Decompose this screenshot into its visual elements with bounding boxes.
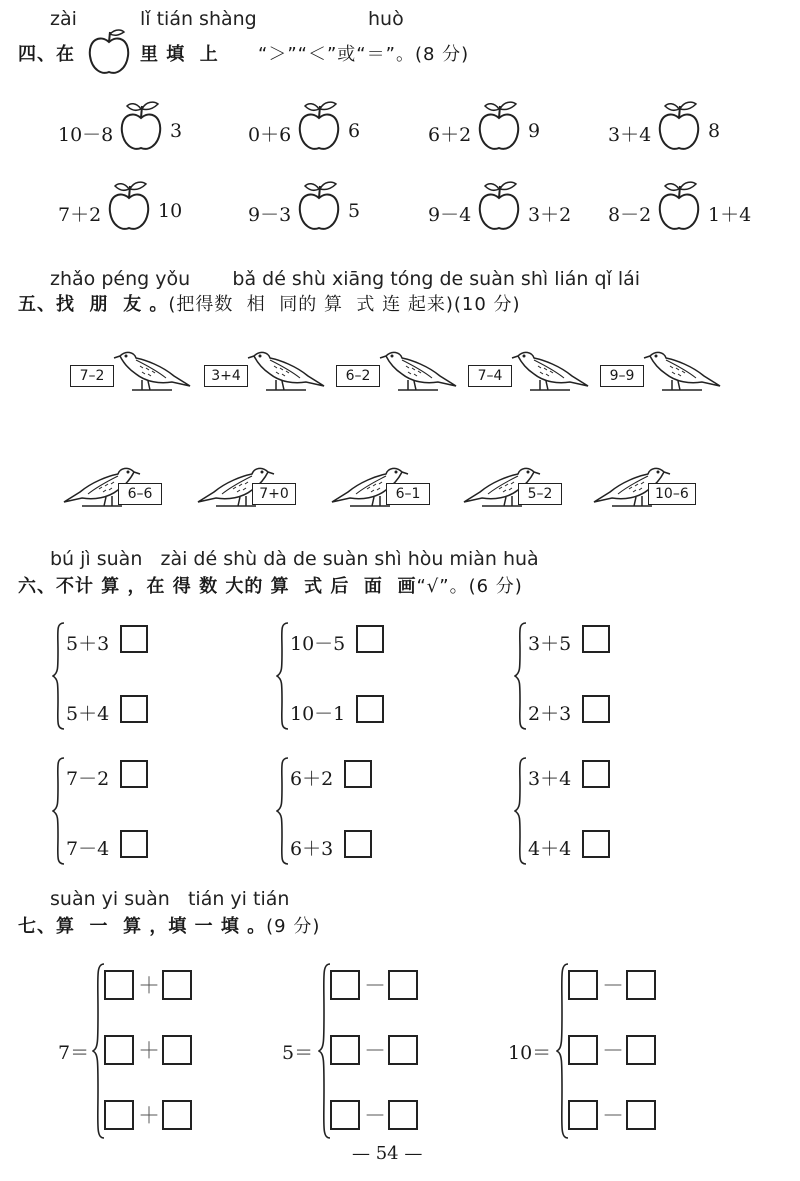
operator-sign: － — [602, 1104, 625, 1129]
curly-bracket — [514, 621, 528, 735]
bottom-expression-card[interactable]: 6–6 — [118, 483, 162, 505]
expression-text: 3＋5 — [528, 633, 572, 655]
expression-text: 10－1 — [290, 703, 346, 725]
answer-checkbox[interactable] — [344, 760, 372, 788]
answer-checkbox[interactable] — [120, 760, 148, 788]
operator-sign: ＋ — [138, 1039, 161, 1064]
apple-icon[interactable] — [476, 180, 522, 238]
apple-icon — [86, 28, 132, 76]
apple-icon[interactable] — [296, 180, 342, 238]
compare-left-expr: 6＋2 — [428, 124, 472, 146]
answer-checkbox[interactable] — [356, 695, 384, 723]
apple-icon[interactable] — [476, 100, 522, 158]
compare-right-expr: 1＋4 — [708, 204, 752, 226]
answer-checkbox[interactable] — [344, 830, 372, 858]
blank-box[interactable] — [626, 1035, 656, 1065]
bird-icon — [378, 346, 458, 400]
bird-icon — [246, 346, 326, 400]
apple-icon[interactable] — [296, 100, 342, 158]
s6-title: 六、不计 算 ，在 得 数 大的 算 式 后 面 画“√”。(6 分) — [18, 576, 523, 597]
s4-title-part2: “＞”“＜”或“＝”。(8 分) — [258, 44, 470, 65]
top-expression-card[interactable]: 6–2 — [336, 365, 380, 387]
blank-box[interactable] — [568, 970, 598, 1000]
s4-pinyin-huo: huò — [368, 8, 404, 30]
bottom-expression-card[interactable]: 5–2 — [518, 483, 562, 505]
s4-pinyin-li-tian-shang: lǐ tián shàng — [140, 8, 257, 30]
expression-text: 6＋3 — [290, 838, 334, 860]
s5-pinyin: zhǎo péng yǒu bǎ dé shù xiāng tóng de suàn shì lián qǐ lái — [50, 268, 641, 290]
expression-text: 10－5 — [290, 633, 346, 655]
blank-box[interactable] — [626, 1100, 656, 1130]
curly-bracket — [514, 756, 528, 870]
operator-sign: － — [602, 1039, 625, 1064]
expression-text: 5＋3 — [66, 633, 110, 655]
answer-checkbox[interactable] — [582, 760, 610, 788]
bottom-expression-card[interactable]: 7+0 — [252, 483, 296, 505]
s6-pinyin: bú jì suàn zài dé shù dà de suàn shì hòu miàn huà — [50, 548, 539, 570]
blank-box[interactable] — [568, 1100, 598, 1130]
operator-sign: ＋ — [138, 974, 161, 999]
compare-right-expr: 9 — [528, 120, 541, 142]
answer-checkbox[interactable] — [120, 625, 148, 653]
bottom-expression-card[interactable]: 10–6 — [648, 483, 696, 505]
answer-checkbox[interactable] — [356, 625, 384, 653]
s5-title: 五、找 朋 友 。(把得数 相 同的 算 式 连 起来)(10 分) — [18, 294, 521, 315]
blank-box[interactable] — [104, 1100, 134, 1130]
blank-box[interactable] — [626, 970, 656, 1000]
compare-left-expr: 7＋2 — [58, 204, 102, 226]
compare-left-expr: 3＋4 — [608, 124, 652, 146]
answer-checkbox[interactable] — [120, 695, 148, 723]
blank-box[interactable] — [104, 970, 134, 1000]
operator-sign: － — [364, 1039, 387, 1064]
top-expression-card[interactable]: 7–4 — [468, 365, 512, 387]
top-expression-card[interactable]: 9–9 — [600, 365, 644, 387]
top-expression-card[interactable]: 7–2 — [70, 365, 114, 387]
blank-box[interactable] — [162, 1100, 192, 1130]
expression-text: 3＋4 — [528, 768, 572, 790]
blank-box[interactable] — [104, 1035, 134, 1065]
operator-sign: － — [364, 1104, 387, 1129]
equation-label: 10＝ — [508, 1042, 552, 1064]
bird-icon — [510, 346, 590, 400]
expression-text: 7－4 — [66, 838, 110, 860]
answer-checkbox[interactable] — [582, 695, 610, 723]
operator-sign: － — [602, 974, 625, 999]
compare-left-expr: 9－3 — [248, 204, 292, 226]
compare-left-expr: 8－2 — [608, 204, 652, 226]
page-number: — 54 — — [352, 1143, 423, 1164]
blank-box[interactable] — [330, 1035, 360, 1065]
bottom-expression-card[interactable]: 6–1 — [386, 483, 430, 505]
expression-text: 4＋4 — [528, 838, 572, 860]
expression-text: 5＋4 — [66, 703, 110, 725]
expression-text: 6＋2 — [290, 768, 334, 790]
blank-box[interactable] — [330, 970, 360, 1000]
blank-box[interactable] — [162, 970, 192, 1000]
answer-checkbox[interactable] — [120, 830, 148, 858]
bird-icon — [112, 346, 192, 400]
operator-sign: ＋ — [138, 1104, 161, 1129]
answer-checkbox[interactable] — [582, 830, 610, 858]
compare-right-expr: 8 — [708, 120, 721, 142]
blank-box[interactable] — [388, 1100, 418, 1130]
compare-right-expr: 3 — [170, 120, 183, 142]
top-expression-card[interactable]: 3+4 — [204, 365, 248, 387]
compare-left-expr: 0＋6 — [248, 124, 292, 146]
apple-icon[interactable] — [118, 100, 164, 158]
expression-text: 7－2 — [66, 768, 110, 790]
s4-number: 四、在 — [18, 44, 75, 65]
s7-title: 七、算 一 算 ，填 一 填 。(9 分) — [18, 916, 321, 937]
apple-icon[interactable] — [106, 180, 152, 238]
operator-sign: － — [364, 974, 387, 999]
blank-box[interactable] — [568, 1035, 598, 1065]
blank-box[interactable] — [162, 1035, 192, 1065]
equation-label: 7＝ — [58, 1042, 90, 1064]
curly-bracket — [276, 756, 290, 870]
s7-pinyin: suàn yi suàn tián yi tián — [50, 888, 290, 910]
compare-right-expr: 6 — [348, 120, 361, 142]
expression-text: 2＋3 — [528, 703, 572, 725]
apple-icon[interactable] — [656, 180, 702, 238]
curly-bracket — [52, 756, 66, 870]
equation-label: 5＝ — [282, 1042, 314, 1064]
compare-left-expr: 10－8 — [58, 124, 114, 146]
blank-box[interactable] — [388, 1035, 418, 1065]
blank-box[interactable] — [330, 1100, 360, 1130]
curly-bracket — [52, 621, 66, 735]
blank-box[interactable] — [388, 970, 418, 1000]
compare-right-expr: 10 — [158, 200, 183, 222]
compare-right-expr: 5 — [348, 200, 361, 222]
apple-icon[interactable] — [656, 100, 702, 158]
answer-checkbox[interactable] — [582, 625, 610, 653]
compare-left-expr: 9－4 — [428, 204, 472, 226]
bird-icon — [642, 346, 722, 400]
s4-title-part1: 里 填 上 — [140, 44, 219, 65]
compare-right-expr: 3＋2 — [528, 204, 572, 226]
curly-bracket — [276, 621, 290, 735]
s4-pinyin-zai: zài — [50, 8, 77, 30]
